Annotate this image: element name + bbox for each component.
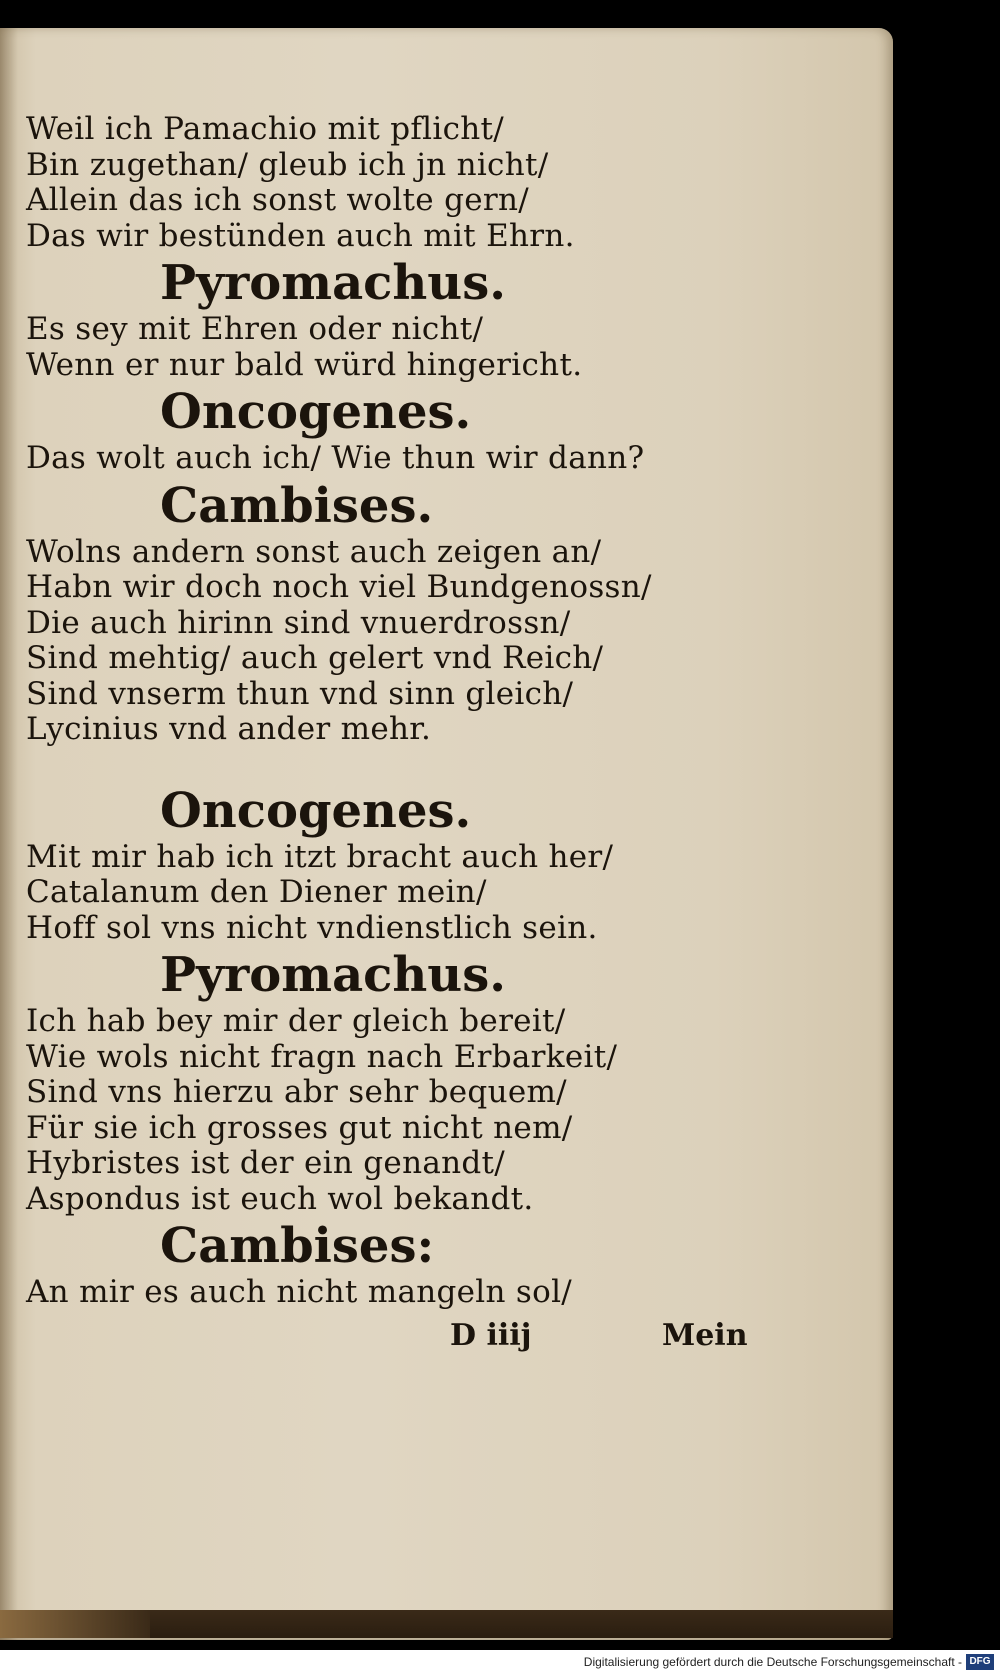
dfg-logo: DFG bbox=[966, 1654, 994, 1670]
verse-line: Hoff sol vns nicht vndienstlich sein. bbox=[26, 909, 598, 946]
verse-line: Weil ich Pamachio mit pflicht/ bbox=[26, 111, 505, 147]
verse-line: Mit mir hab ich itzt bracht auch her/ bbox=[26, 838, 614, 875]
verse-line: An mir es auch nicht mangeln sol/ bbox=[26, 1274, 573, 1310]
verse-line: Die auch hirinn sind vnuerdrossn/ bbox=[26, 604, 571, 641]
speaker-heading: Oncogenes. bbox=[160, 782, 472, 839]
page-text bbox=[26, 112, 876, 1311]
speaker-heading: Pyromachus. bbox=[160, 947, 506, 1003]
verse-line: Catalanum den Diener mein/ bbox=[26, 874, 487, 910]
catchwords bbox=[0, 1318, 893, 1358]
verse-line: Bin zugethan/ gleub ich jn nicht/ bbox=[26, 146, 549, 183]
verse-line: Das wir bestünden auch mit Ehrn. bbox=[26, 217, 575, 254]
verse-line: Das wolt auch ich/ Wie thun wir dann? bbox=[26, 440, 645, 476]
verse-line: Wenn er nur bald würd hingericht. bbox=[26, 346, 583, 383]
verse-line: Es sey mit Ehren oder nicht/ bbox=[26, 311, 484, 347]
verse-line: Lycinius vnd ander mehr. bbox=[26, 711, 432, 747]
gutter-shadow bbox=[0, 28, 18, 1640]
verse-line: Für sie ich grosses gut nicht nem/ bbox=[26, 1109, 573, 1146]
funding-note: Digitalisierung gefördert durch die Deutsche Forschungsgemeinschaft - bbox=[583, 1655, 962, 1669]
verse-line: Sind vns hierzu abr sehr bequem/ bbox=[26, 1074, 567, 1110]
stanza-gap bbox=[26, 748, 876, 782]
speaker-heading: Pyromachus. bbox=[160, 255, 506, 311]
catchword: Mein bbox=[662, 1318, 748, 1353]
verse-line: Allein das ich sonst wolte gern/ bbox=[26, 182, 530, 218]
speaker-heading: Cambises. bbox=[160, 477, 434, 534]
verse-line: Habn wir doch noch viel Bundgenossn/ bbox=[26, 569, 652, 605]
page-bottom-edge-left bbox=[0, 1610, 150, 1638]
verse-line: Wie wols nicht fragn nach Erbarkeit/ bbox=[26, 1038, 618, 1075]
verse-line: Hybristes ist der ein genandt/ bbox=[26, 1145, 506, 1181]
verse-line: Sind vnserm thun vnd sinn gleich/ bbox=[26, 675, 574, 712]
verse-line: Sind mehtig/ auch gelert vnd Reich/ bbox=[26, 640, 604, 676]
verse-line: Ich hab bey mir der gleich bereit/ bbox=[26, 1003, 566, 1039]
footer-bar bbox=[0, 1650, 1000, 1676]
verse-line: Aspondus ist euch wol bekandt. bbox=[26, 1180, 534, 1217]
speaker-heading: Oncogenes. bbox=[160, 384, 472, 440]
speaker-heading: Cambises: bbox=[160, 1218, 435, 1274]
signature-mark: D iiij bbox=[450, 1318, 532, 1353]
verse-line: Wolns andern sonst auch zeigen an/ bbox=[26, 533, 602, 570]
